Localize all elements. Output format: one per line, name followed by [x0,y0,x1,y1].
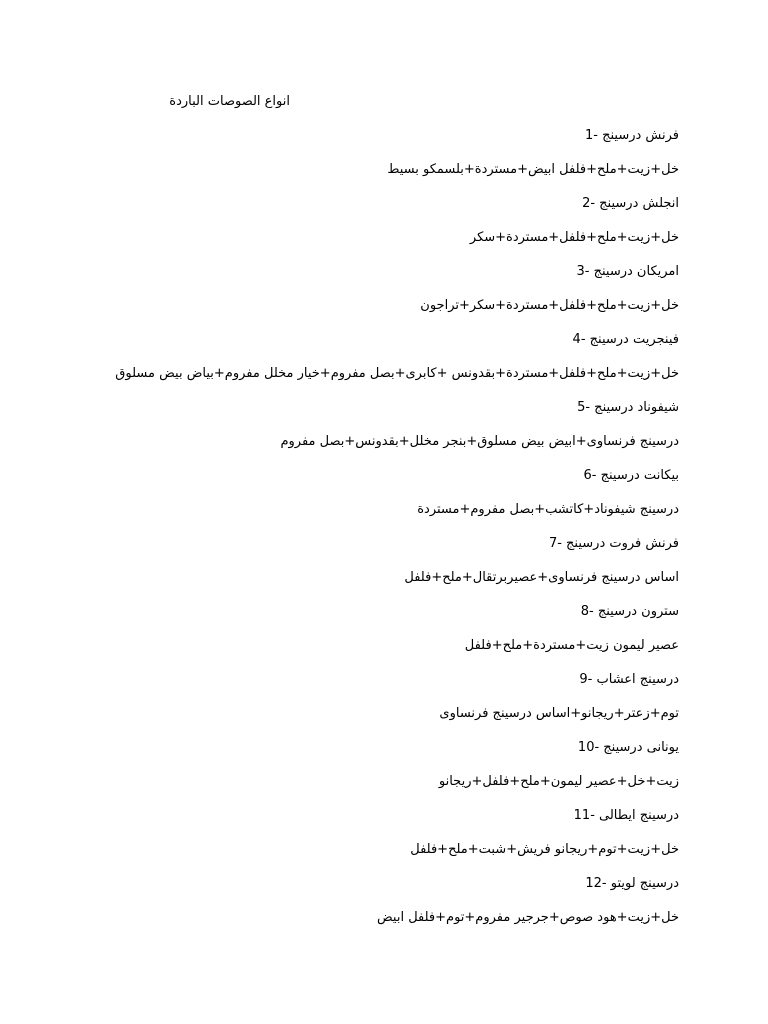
dressing-ingredients: توم+زعتر+ريجانو+اساس درسينج فرنساوى [439,706,679,721]
dressing-list [115,124,679,940]
dressing-heading: فينجريت درسينج -4 [572,332,679,347]
dressing-ingredients: درسينج فرنساوى+ابيض بيض مسلوق+بنجر مخلل+بقدونس+بصل مفروم [280,434,679,449]
dressing-ingredients: خل+زيت+ملح+فلفل+مستردة+بقدونس +كابرى+بصل مفروم+خيار مخلل مفروم+بياض بيض مسلوق [115,366,679,381]
document-title: انواع الصوصات الباردة [169,94,290,109]
dressing-heading: فرنش فروت درسينج -7 [548,536,679,551]
dressing-heading: بيكانت درسينج -6 [583,468,679,483]
dressing-heading: درسينج اعشاب -9 [579,672,679,687]
dressing-heading: امريكان درسينج -3 [576,264,679,279]
dressing-heading: انجلش درسينج -2 [582,196,679,211]
dressing-heading: درسينج ايطالى -11 [573,808,679,823]
dressing-ingredients: خل+زيت+توم+ريجانو فريش+شبت+ملح+فلفل [410,842,679,857]
dressing-heading: درسينج لويتو -12 [585,876,679,891]
dressing-ingredients: اساس درسينج فرنساوى+عصيربرتقال+ملح+فلفل [404,570,679,585]
dressing-ingredients: درسينج شيفوناد+كاتشب+بصل مفروم+مستردة [417,502,679,517]
dressing-heading: سترون درسينج -8 [580,604,679,619]
dressing-heading: فرنش درسينج -1 [584,128,679,143]
dressing-ingredients: زيت+خل+عصير ليمون+ملح+فلفل+ريجانو [438,774,679,789]
dressing-ingredients: خل+زيت+ملح+فلفل+مستردة+سكر [469,230,679,245]
dressing-ingredients: عصير ليمون زيت+مستردة+ملح+فلفل [464,638,679,653]
dressing-heading: يونانى درسينج -10 [577,740,679,755]
dressing-ingredients: خل+زيت+هود صوص+جرجير مفروم+توم+فلفل ابيض [376,910,679,925]
dressing-ingredients: خل+زيت+ملح+فلفل ابيض+مستردة+بلسمكو بسيط [387,162,679,177]
dressing-ingredients: خل+زيت+ملح+فلفل+مستردة+سكر+تراجون [420,298,679,313]
dressing-heading: شيفوناد درسينج -5 [577,400,679,415]
